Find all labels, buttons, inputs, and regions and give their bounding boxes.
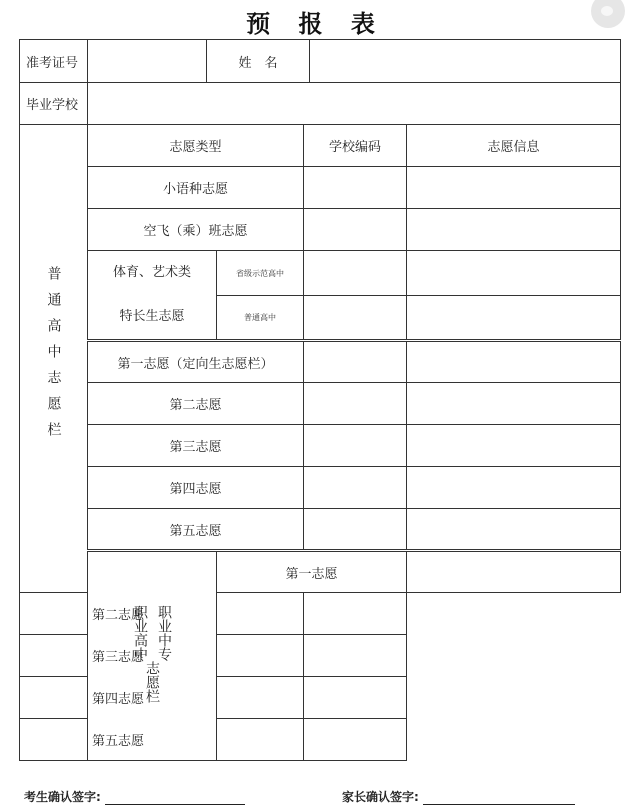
- choice-info-cell[interactable]: [304, 677, 407, 719]
- school-code-cell[interactable]: [217, 719, 304, 761]
- table-row: [20, 167, 621, 209]
- table-row: [20, 251, 621, 296]
- choice-info-cell[interactable]: [304, 635, 407, 677]
- school-code-cell[interactable]: [217, 677, 304, 719]
- arts-label-line1: 体育、艺术类: [112, 265, 191, 280]
- voc-fifth-choice-label: 第五志愿: [20, 719, 217, 761]
- table-row: [20, 677, 621, 719]
- choice-info-cell[interactable]: [407, 467, 621, 509]
- general-section-label-text: 普通高中志愿栏: [45, 265, 62, 448]
- school-code-cell[interactable]: [407, 551, 621, 593]
- application-form-table: [19, 39, 621, 761]
- choice-info-cell[interactable]: [407, 383, 621, 425]
- first-choice-label: 第一志愿（定向生志愿栏）: [88, 341, 304, 383]
- graduate-school-label: 毕业学校: [20, 83, 88, 125]
- school-code-cell[interactable]: [304, 167, 407, 209]
- choice-info-cell[interactable]: [304, 593, 407, 635]
- choice-info-cell[interactable]: [407, 167, 621, 209]
- vocational-col-bottom: 志愿栏: [144, 661, 160, 703]
- voc-third-choice-label: 第三志愿: [20, 635, 217, 677]
- second-choice-label: 第二志愿: [88, 383, 304, 425]
- table-row: [20, 509, 621, 551]
- table-row: [20, 209, 621, 251]
- school-code-cell[interactable]: [304, 296, 407, 341]
- school-code-cell[interactable]: [304, 251, 407, 296]
- school-code-cell[interactable]: [304, 509, 407, 551]
- voc-first-choice-label: 第一志愿: [217, 551, 407, 593]
- third-choice-label: 第三志愿: [88, 425, 304, 467]
- air-class-label: 空飞（乘）班志愿: [88, 209, 304, 251]
- col-header-code: 学校编码: [304, 125, 407, 167]
- choice-info-cell[interactable]: [407, 251, 621, 296]
- choice-info-cell[interactable]: [304, 719, 407, 761]
- table-row: [20, 383, 621, 425]
- voc-fourth-choice-label: 第四志愿: [20, 677, 217, 719]
- col-header-info: 志愿信息: [407, 125, 621, 167]
- fourth-choice-label: 第四志愿: [88, 467, 304, 509]
- choice-info-cell[interactable]: [407, 209, 621, 251]
- student-signature: [24, 788, 245, 805]
- table-row: [20, 467, 621, 509]
- column-header-row: [20, 125, 621, 167]
- col-header-type: 志愿类型: [88, 125, 304, 167]
- fifth-choice-label: 第五志愿: [88, 509, 304, 551]
- arts-specialty-label: [88, 251, 217, 341]
- minor-language-label: 小语种志愿: [88, 167, 304, 209]
- form-title: 预 报 表: [246, 9, 385, 38]
- school-code-cell[interactable]: [217, 593, 304, 635]
- table-row: [20, 635, 621, 677]
- voc-second-choice-label: 第二志愿: [20, 593, 217, 635]
- choice-info-cell[interactable]: [407, 341, 621, 383]
- choice-info-cell[interactable]: [407, 425, 621, 467]
- name-label: 姓 名: [206, 40, 310, 82]
- vocational-col-a: 职业高中: [132, 605, 148, 661]
- parent-signature: [342, 788, 575, 805]
- school-code-cell[interactable]: [217, 635, 304, 677]
- school-code-cell[interactable]: [304, 383, 407, 425]
- parent-signature-line[interactable]: [423, 793, 575, 805]
- parent-signature-label: 家长确认签字:: [342, 790, 419, 804]
- exam-number-label: 准考证号: [20, 40, 88, 83]
- school-code-cell[interactable]: [304, 341, 407, 383]
- table-row: [20, 551, 621, 593]
- school-code-cell[interactable]: [304, 467, 407, 509]
- school-code-cell[interactable]: [304, 209, 407, 251]
- name-field[interactable]: [310, 40, 620, 82]
- school-code-cell[interactable]: [304, 425, 407, 467]
- ordinary-school-label: 普通高中: [217, 296, 304, 341]
- student-signature-label: 考生确认签字:: [24, 790, 101, 804]
- choice-info-cell[interactable]: [407, 509, 621, 551]
- school-row: [20, 83, 621, 125]
- general-section-label: [20, 125, 88, 593]
- provincial-model-school-label: 省级示范高中: [217, 251, 304, 296]
- table-row: [20, 593, 621, 635]
- table-row: [20, 341, 621, 383]
- table-row: [20, 425, 621, 467]
- vocational-col-b: 职业中专: [156, 605, 172, 661]
- table-row: [20, 719, 621, 761]
- student-signature-line[interactable]: [105, 793, 245, 805]
- choice-info-cell[interactable]: [407, 296, 621, 341]
- exam-number-row: [20, 40, 621, 83]
- arts-label-line2: 特长生志愿: [119, 309, 185, 324]
- graduate-school-field[interactable]: [88, 83, 621, 125]
